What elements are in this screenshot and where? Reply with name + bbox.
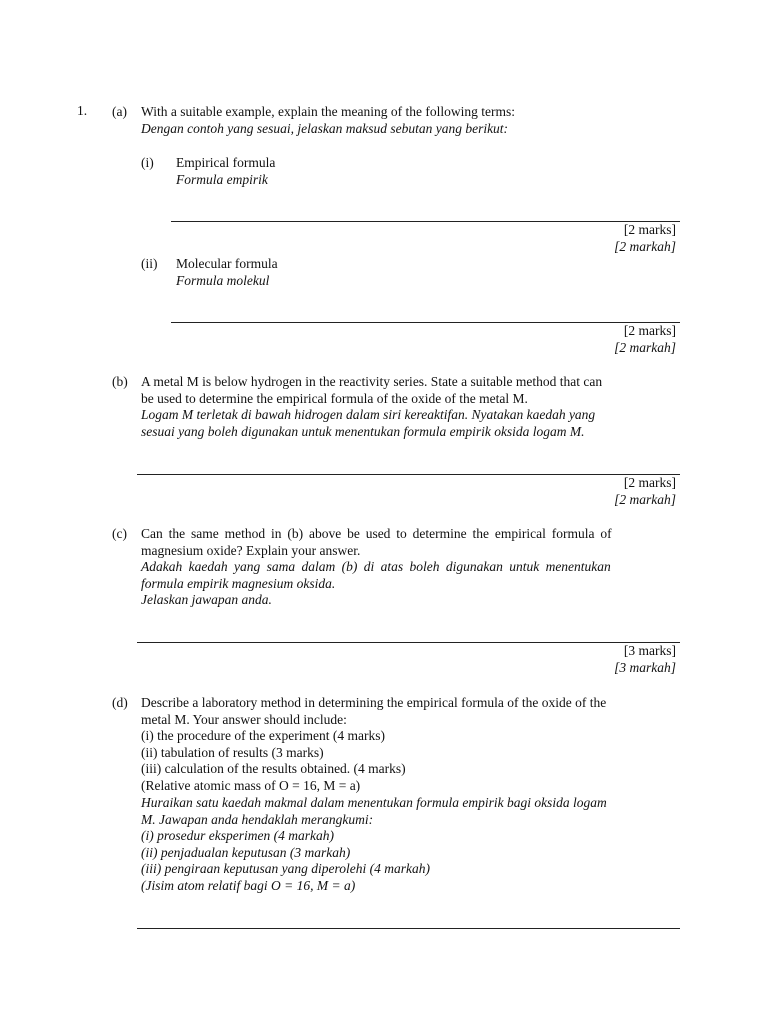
part-a-i-text-ms: Formula empirik bbox=[176, 172, 268, 187]
answer-line-b[interactable] bbox=[137, 474, 680, 475]
part-d-en-line-6: (Relative atomic mass of O = 16, M = a) bbox=[141, 777, 361, 793]
part-a-ii-text-en: Molecular formula bbox=[176, 256, 278, 271]
answer-line-c[interactable] bbox=[137, 642, 680, 643]
part-a-i-text-en: Empirical formula bbox=[176, 155, 276, 170]
part-b-en-line-1: A metal M is below hydrogen in the reactivity series. State a suitable method that can bbox=[141, 374, 603, 389]
part-d-en-line-2: metal M. Your answer should include: bbox=[141, 711, 347, 727]
part-c-en-line-2: magnesium oxide? Explain your answer. bbox=[141, 542, 361, 558]
answer-line-d[interactable] bbox=[137, 928, 680, 929]
part-a-label: (a) bbox=[112, 104, 127, 119]
part-b-en-line-2: be used to determine the empirical formula of the oxide of the metal M. bbox=[141, 390, 528, 406]
part-c-text-ms bbox=[141, 559, 677, 609]
part-a-text-ms: Dengan contoh yang sesuai, jelaskan maksud sebutan yang berikut: bbox=[141, 121, 509, 136]
part-a-ii-label: (ii) bbox=[141, 256, 158, 271]
part-d-text-en bbox=[141, 695, 677, 794]
part-d-en-line-5: (iii) calculation of the results obtained. (4 marks) bbox=[141, 761, 406, 776]
part-c-ms-line-2: formula empirik magnesium oksida. bbox=[141, 575, 336, 591]
part-d-en-line-4: (ii) tabulation of results (3 marks) bbox=[141, 744, 324, 760]
part-b-label: (b) bbox=[112, 374, 128, 389]
part-a-ii-text-ms: Formula molekul bbox=[176, 273, 270, 288]
part-c-en-line-1: Can the same method in (b) above be used to determine the empirical formula of bbox=[141, 526, 612, 541]
marks-a-ii-en: [2 marks] bbox=[623, 323, 676, 338]
part-c-text-en bbox=[141, 526, 677, 559]
part-b-text-en bbox=[141, 374, 677, 407]
part-d-en-line-3: (i) the procedure of the experiment (4 marks) bbox=[141, 728, 386, 743]
part-d-ms-line-1: Huraikan satu kaedah makmal dalam menentukan formula empirik bagi oksida logam bbox=[141, 795, 607, 810]
part-c-ms-line-3: Jelaskan jawapan anda. bbox=[141, 592, 272, 607]
part-d-label: (d) bbox=[112, 695, 128, 710]
marks-a-i-ms: [2 markah] bbox=[614, 239, 676, 254]
part-d-text-ms bbox=[141, 795, 677, 894]
part-a-text-en: With a suitable example, explain the meaning of the following terms: bbox=[141, 104, 515, 119]
part-b-ms-line-2: sesuai yang boleh digunakan untuk menentukan formula empirik oksida logam M. bbox=[141, 423, 585, 439]
part-c-label: (c) bbox=[112, 526, 127, 541]
marks-c-ms: [3 markah] bbox=[614, 660, 676, 675]
part-d-en-line-1: Describe a laboratory method in determining the empirical formula of the oxide of the bbox=[141, 695, 607, 710]
part-d-ms-line-4: (ii) penjadualan keputusan (3 markah) bbox=[141, 844, 351, 860]
marks-b-ms: [2 markah] bbox=[614, 492, 676, 507]
part-b-text-ms bbox=[141, 407, 677, 440]
part-c-ms-line-1: Adakah kaedah yang sama dalam (b) di atas boleh digunakan untuk menentukan bbox=[141, 559, 611, 574]
marks-c-en: [3 marks] bbox=[623, 643, 676, 658]
answer-line-a-i[interactable] bbox=[171, 221, 680, 222]
part-a-i-label: (i) bbox=[141, 155, 154, 170]
question-number: 1. bbox=[77, 103, 88, 118]
answer-line-a-ii[interactable] bbox=[171, 322, 680, 323]
part-b-ms-line-1: Logam M terletak di bawah hidrogen dalam siri kereaktifan. Nyatakan kaedah yang bbox=[141, 407, 596, 422]
part-d-ms-line-6: (Jisim atom relatif bagi O = 16, M = a) bbox=[141, 877, 356, 893]
marks-b-en: [2 marks] bbox=[623, 475, 676, 490]
marks-a-i-en: [2 marks] bbox=[623, 222, 676, 237]
part-d-ms-line-3: (i) prosedur eksperimen (4 markah) bbox=[141, 828, 334, 843]
marks-a-ii-ms: [2 markah] bbox=[614, 340, 676, 355]
part-d-ms-line-2: M. Jawapan anda hendaklah merangkumi: bbox=[141, 811, 374, 827]
part-d-ms-line-5: (iii) pengiraan keputusan yang diperolehi (4 markah) bbox=[141, 861, 430, 876]
